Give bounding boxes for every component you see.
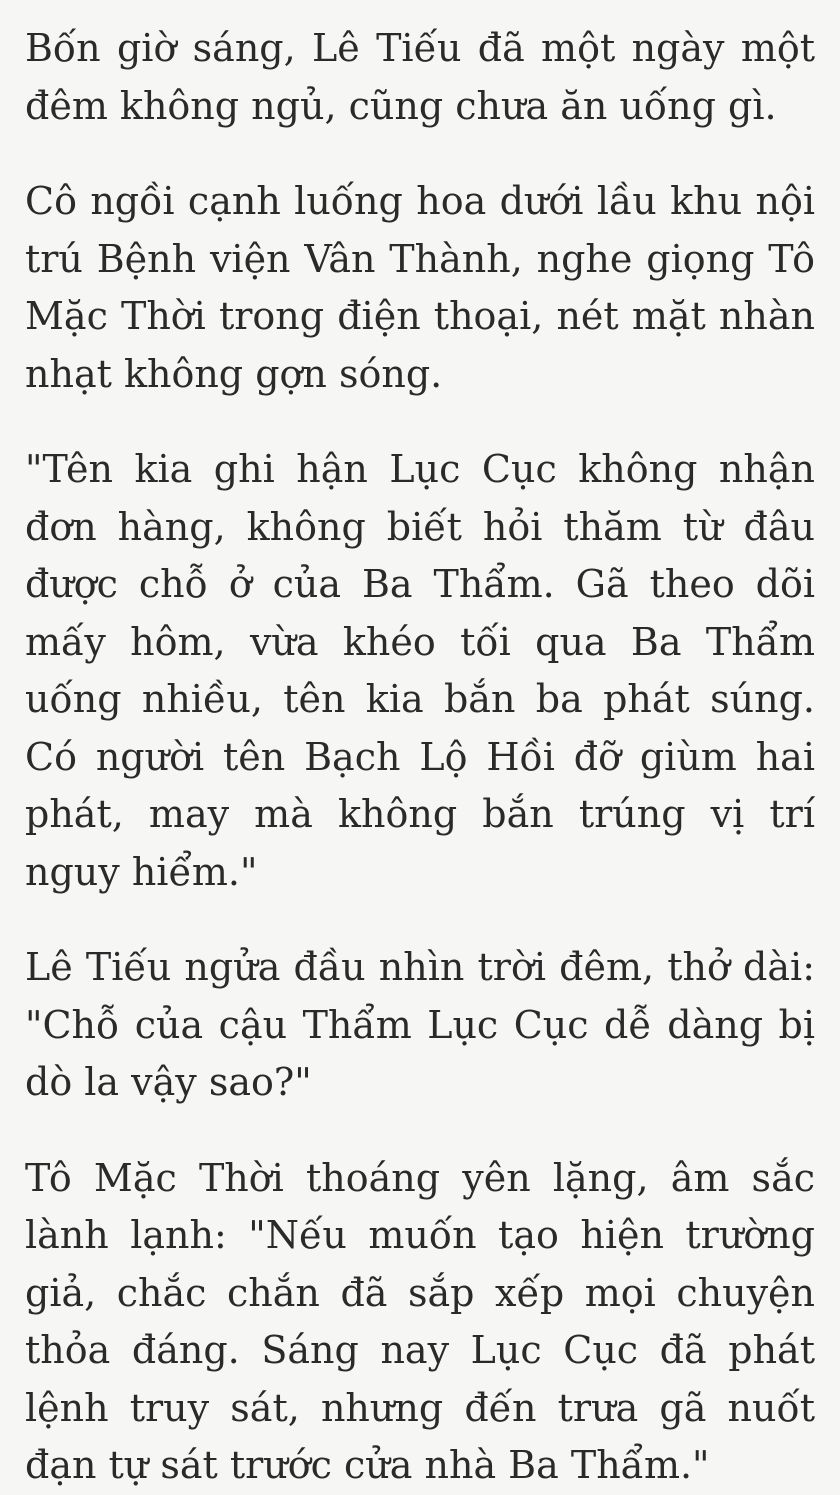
paragraph: Lê Tiếu ngửa đầu nhìn trời đêm, thở dài: "Chỗ của cậu Thẩm Lục Cục dễ dàng bị dò la vậy sao?" <box>25 945 815 1104</box>
paragraph: Bốn giờ sáng, Lê Tiếu đã một ngày một đêm không ngủ, cũng chưa ăn uống gì. <box>25 26 815 128</box>
chapter-text <box>25 20 815 1495</box>
paragraph: Tô Mặc Thời thoáng yên lặng, âm sắc lành lạnh: "Nếu muốn tạo hiện trường giả, chắc chắn đã sắp xếp mọi chuyện thỏa đáng. Sáng nay Lục Cục đã phát lệnh truy sát, nhưng đến trưa gã nuốt đạn tự sát trước cửa nhà Ba Thẩm." <box>25 1155 815 1487</box>
paragraph: "Tên kia ghi hận Lục Cục không nhận đơn hàng, không biết hỏi thăm từ đâu được chỗ ở của Ba Thẩm. Gã theo dõi mấy hôm, vừa khéo tối qua Ba Thẩm uống nhiều, tên kia bắn ba phát súng. Có người tên Bạch Lộ Hồi đỡ giùm hai phát, may mà không bắn trúng vị trí nguy hiểm." <box>25 447 815 894</box>
paragraph: Cô ngồi cạnh luống hoa dưới lầu khu nội trú Bệnh viện Vân Thành, nghe giọng Tô Mặc Thời trong điện thoại, nét mặt nhàn nhạt không gợn sóng. <box>25 179 815 396</box>
